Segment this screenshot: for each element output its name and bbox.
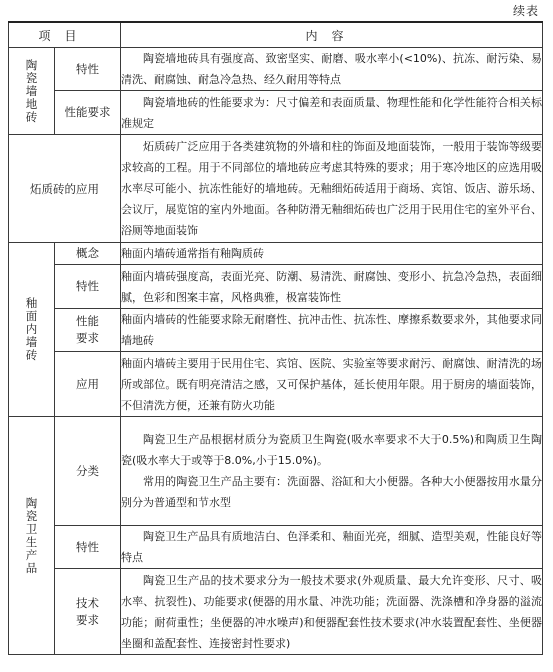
table-row [9,526,543,569]
category-cell: 釉 面 内 墙 砖 [9,243,55,417]
row-label: 性能要求 [55,91,121,135]
category-cell: 陶 瓷 卫 生 产 品 [9,417,55,655]
table-row [9,569,543,655]
table-row [9,417,543,526]
category-cell: 炻质砖的应用 [9,135,121,243]
row-label: 性能 要求 [55,309,121,352]
row-content: 陶瓷墙地砖具有强度高、致密坚实、耐磨、吸水率小(<10%)、抗冻、耐污染、易清洗、耐腐蚀、耐急冷急热、经久耐用等特点 [121,48,543,91]
table-row [9,135,543,243]
category-cell: 陶 瓷 墙 地 砖 [9,48,55,135]
continuation-label: 续表 [512,4,539,18]
table-row [9,265,543,309]
row-label: 特性 [55,48,121,91]
table-row [9,309,543,352]
row-content: 釉面内墙砖的性能要求除无耐磨性、抗冲击性、抗冻性、摩擦系数要求外，其他要求同墙地砖 [121,309,543,352]
row-content: 釉面内墙砖主要用于民用住宅、宾馆、医院、实验室等要求耐污、耐腐蚀、耐清洗的场所或部位。既有明亮清洁之感，又可保护基体，延长使用年限。用于厨房的墙面装饰，不但清洗方便，还兼有防火功能 [121,352,543,417]
spec-table [8,21,543,655]
table-row [9,243,543,265]
header-item: 项目 [9,22,121,48]
row-content: 釉面内墙砖强度高，表面光亮、防潮、易清洗、耐腐蚀、变形小、抗急冷急热，表面细腻，色彩和图案丰富，风格典雅，极富装饰性 [121,265,543,309]
header-content: 内容 [121,22,543,48]
row-label: 应用 [55,352,121,417]
table-row [9,48,543,91]
row-label: 概念 [55,243,121,265]
table-row [9,352,543,417]
header-row [9,22,543,48]
row-content: 陶瓷墙地砖的性能要求为：尺寸偏差和表面质量、物理性能和化学性能符合相关标准规定 [121,91,543,135]
row-content: 炻质砖广泛应用于各类建筑物的外墙和柱的饰面及地面装饰，一般用于装饰等级要求较高的工程。用于不同部位的墙地砖应考虑其特殊的要求；用于寒冷地区的应选用吸水率尽可能小、抗冻性能好的墙地砖。无釉细炻砖适用于商场、宾馆、饭店、游乐场、会议厅，展览馆的室内外地面。各种防滑无釉细炻砖也广泛用于民用住宅的室外平台、浴厕等地面装饰 [121,135,543,243]
row-label: 技术 要求 [55,569,121,655]
row-content: 釉面内墙砖通常指有釉陶质砖 [121,243,543,265]
row-content: 陶瓷卫生产品根据材质分为瓷质卫生陶瓷(吸水率要求不大于0.5%)和陶质卫生陶瓷(吸水率大于或等于8.0%,小于15.0%)。 常用的陶瓷卫生产品主要有：洗面器、浴缸和大小便器。各种大小便器按用水量分别分为普通型和节水型 [121,417,543,526]
row-label: 分类 [55,417,121,526]
row-label: 特性 [55,526,121,569]
row-label: 特性 [55,265,121,309]
row-content: 陶瓷卫生产品的技术要求分为一般技术要求(外观质量、最大允许变形、尺寸、吸水率、抗裂性)、功能要求(便器的用水量、冲洗功能；洗面器、洗涤槽和净身器的溢流功能；耐荷重性；坐便器的冲水噪声)和便器配套性技术要求(冲水装置配套性、坐便器坐圈和盖配套性、连接密封性要求) [121,569,543,655]
row-content: 陶瓷卫生产品具有质地洁白、色泽柔和、釉面光亮，细腻、造型美观，性能良好等特点 [121,526,543,569]
table-row [9,91,543,135]
